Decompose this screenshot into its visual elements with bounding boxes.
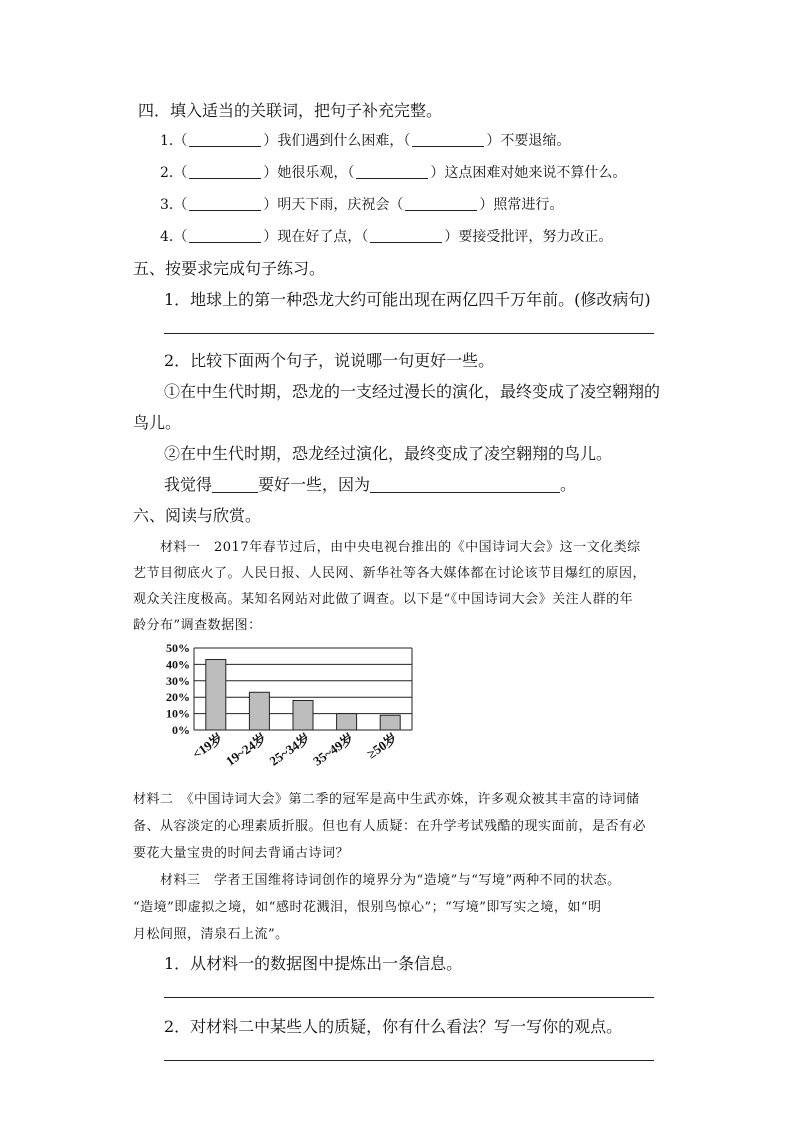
answer-sentence: 我觉得 要好一些，因为 。 <box>164 475 577 494</box>
bar <box>380 715 400 730</box>
section4-item-1: 1.（ ）我们遇到什么困难，（ ）不要退缩。 <box>160 133 571 149</box>
answer-blank-choice[interactable] <box>212 477 258 493</box>
y-tick-label: 30% <box>166 673 190 688</box>
blank-field[interactable] <box>189 132 261 147</box>
material-2-line-3: 要花大量宝贵的时间去背诵古诗词？ <box>133 846 350 861</box>
blank-field[interactable] <box>370 228 442 243</box>
material-1-line-2: 艺节目彻底火了。人民日报、人民网、新华社等各大媒体都在讨论该节目爆红的原因， <box>133 566 647 581</box>
answer-line[interactable] <box>164 997 654 998</box>
x-tick-label: 35~49岁 <box>310 730 357 769</box>
blank-field[interactable] <box>189 196 261 211</box>
section4-title: 四．填入适当的关联词，把句子补充完整。 <box>138 101 443 120</box>
material-3-line-2: “造境”即虚拟之境，如“感时花溅泪，恨别鸟惊心”；“写境”即写实之境，如“明 <box>133 900 602 915</box>
sentence-1-line-2: 鸟儿。 <box>133 413 182 432</box>
section5-title: 五、按要求完成句子练习。 <box>133 259 326 278</box>
material-2-line-2: 备、从容淡定的心理素质折服。但也有人质疑：在升学考试残酷的现实面前，是否有必 <box>133 819 647 834</box>
blank-field[interactable] <box>189 164 261 179</box>
y-tick-label: 40% <box>166 657 190 672</box>
answer-line[interactable] <box>164 1060 654 1061</box>
y-tick-label: 20% <box>166 690 190 705</box>
bar <box>206 659 226 730</box>
blank-field[interactable] <box>412 132 484 147</box>
section5-question-1: 1．地球上的第一种恐龙大约可能出现在两亿四千万年前。(修改病句) <box>164 290 651 309</box>
x-tick-label: 25~34岁 <box>266 730 313 769</box>
section6-title: 六、阅读与欣赏。 <box>133 506 262 525</box>
y-tick-label: 50% <box>166 642 190 655</box>
x-tick-label: ≥50岁 <box>364 730 400 762</box>
material-2-line-1: 材料二 《中国诗词大会》第二季的冠军是高中生武亦姝，许多观众被其丰富的诗词储 <box>133 792 640 807</box>
sentence-2: ②在中生代时期，恐龙经过演化，最终变成了凌空翱翔的鸟儿。 <box>164 444 613 463</box>
answer-blank-reason[interactable] <box>370 477 560 493</box>
material-1-line-3: 观众关注度极高。某知名网站对此做了调查。以下是“《中国诗词大会》关注人群的年 <box>133 592 634 607</box>
material-3-line-1: 材料三 学者王国维将诗词创作的境界分为“造境”与“写境”两种不同的状态。 <box>160 873 621 888</box>
blank-field[interactable] <box>356 164 428 179</box>
section4-item-2: 2.（ ）她很乐观，（ ）这点困难对她来说不算什么。 <box>160 165 627 181</box>
bar <box>337 714 357 730</box>
section4-item-4: 4.（ ）现在好了点，（ ）要接受批评，努力改正。 <box>160 229 613 245</box>
blank-field[interactable] <box>405 196 477 211</box>
material-1-line-1: 材料一 2017年春节过后，由中央电视台推出的《中国诗词大会》这一文化类综 <box>160 540 641 555</box>
age-distribution-chart <box>150 642 450 782</box>
section5-question-2: 2．比较下面两个句子，说说哪一句更好一些。 <box>164 351 495 370</box>
x-tick-label: 19~24岁 <box>223 730 270 769</box>
bar <box>293 700 313 730</box>
bar <box>249 692 269 730</box>
section6-question-1: 1．从材料一的数据图中提炼出一条信息。 <box>164 954 463 973</box>
material-1-line-4: 龄分布”调查数据图： <box>133 618 262 633</box>
blank-field[interactable] <box>189 228 261 243</box>
sentence-1-line-1: ①在中生代时期，恐龙的一支经过漫长的演化，最终变成了凌空翱翔的 <box>164 382 661 401</box>
material-3-line-3: 月松间照，清泉石上流”。 <box>133 927 289 942</box>
y-tick-label: 10% <box>166 706 190 721</box>
x-tick-label: <19岁 <box>189 730 226 762</box>
y-tick-label: 0% <box>172 723 190 737</box>
section6-question-2: 2．对材料二中某些人的质疑，你有什么看法？写一写你的观点。 <box>164 1017 623 1036</box>
answer-line[interactable] <box>164 333 654 334</box>
section4-item-3: 3.（ ）明天下雨，庆祝会（ ）照常进行。 <box>160 197 564 213</box>
